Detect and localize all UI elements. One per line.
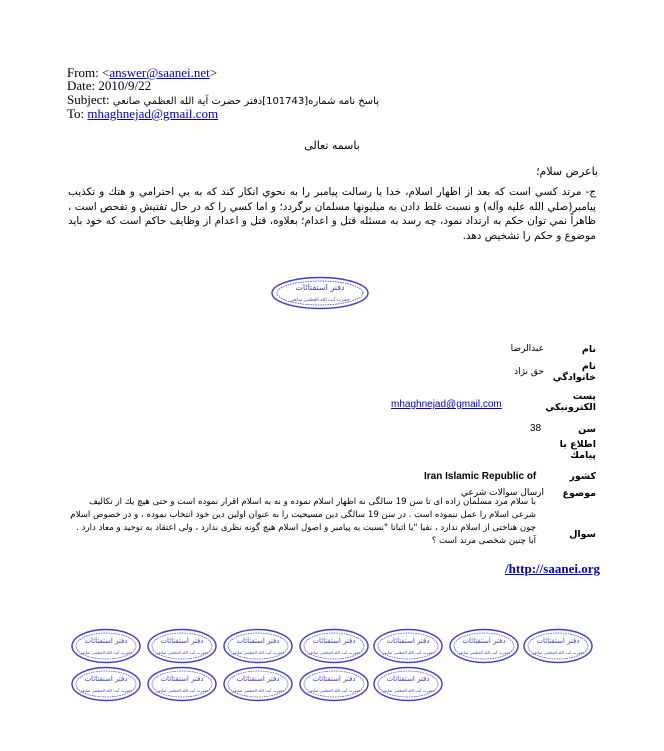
age-label: سن: [578, 424, 596, 435]
grid-stamp-top-text: دفتر استفتائات: [236, 675, 280, 683]
grid-stamp-bottom-text: حضرت آیت الله العظمی صانعی: [531, 650, 585, 655]
grid-stamp: [146, 666, 218, 702]
from-label: From: <: [67, 65, 110, 80]
stamp-bottom-text: حضرت آیت الله العظمی صانعی: [290, 298, 350, 303]
name-value: عبدالرضا: [510, 344, 544, 354]
grid-stamp-top-text: دفتر استفتائات: [386, 637, 430, 645]
stamp-top-text: دفتر استفتائات: [295, 283, 345, 292]
letter-body: ج- مرتد کسي است که بعد از اظهار اسلام، خدا يا رسالت پيامبر را به نحوي انکار کند که به بي احترامي و هتك و تکذيب پيامبر(صلي الله عليه وآله) و نسبت غلط دادن به ميليونها مسلمان برگردد؛ و اما کسي را که در حال تفتيش و تفحص است ، ظاهراً نمي توان حکم به ارتداد نمود، چه رسد به مسئله قتل و اعدام؛ بعلاوه، قتل و اعدام از وظايف حاکم است که خود بايد موضوع و حکم را تشخيص دهد.: [68, 186, 596, 242]
family-value: حق نژاد: [514, 367, 544, 377]
topic-label: موضوع: [562, 488, 596, 499]
sms-label: اطلاع با پيامك: [559, 439, 596, 461]
grid-stamp-bottom-text: حضرت آیت الله العظمی صانعی: [381, 688, 435, 693]
to-label: To:: [67, 106, 88, 121]
from-close: >: [209, 65, 218, 80]
grid-stamp: [372, 628, 444, 664]
grid-stamp-top-text: دفتر استفتائات: [160, 675, 204, 683]
grid-stamp-top-text: دفتر استفتائات: [84, 675, 128, 683]
grid-stamp-top-text: دفتر استفتائات: [462, 637, 506, 645]
grid-stamp-top-text: دفتر استفتائات: [236, 637, 280, 645]
grid-stamp-top-text: دفتر استفتائات: [386, 675, 430, 683]
greeting: باعرض سلام؛: [536, 165, 598, 178]
grid-stamp: [222, 666, 294, 702]
email-label: پست الكترونيكي: [545, 391, 596, 413]
name-label: نام: [581, 344, 596, 355]
grid-stamp: [298, 666, 370, 702]
family-label: نام خانوادگي: [552, 361, 596, 383]
grid-stamp: [372, 666, 444, 702]
grid-stamp-bottom-text: حضرت آیت الله العظمی صانعی: [307, 688, 361, 693]
office-stamp: [270, 276, 370, 310]
date-label: Date:: [67, 78, 99, 93]
question-label: سوال: [569, 529, 596, 540]
subject-value: پاسخ نامه شماره[101743]دفتر حضرت آية الله العظمي صانعي: [112, 96, 380, 107]
grid-stamp-top-text: دفتر استفتائات: [84, 637, 128, 645]
grid-stamp: [222, 628, 294, 664]
opening-line: باسمه تعالی: [304, 139, 360, 152]
date-value: 2010/9/22: [98, 78, 152, 93]
grid-stamp-top-text: دفتر استفتائات: [312, 675, 356, 683]
grid-stamp: [70, 666, 142, 702]
to-email-link[interactable]: mhaghnejad@gmail.com: [87, 106, 219, 121]
grid-stamp-bottom-text: حضرت آیت الله العظمی صانعی: [307, 650, 361, 655]
grid-stamp-bottom-text: حضرت آیت الله العظمی صانعی: [231, 650, 285, 655]
from-email-link[interactable]: answer@saanei.net: [109, 65, 210, 80]
email-value-link[interactable]: mhaghnejad@gmail.com: [391, 399, 502, 410]
grid-stamp-bottom-text: حضرت آیت الله العظمی صانعی: [231, 688, 285, 693]
age-value: 38: [530, 423, 542, 434]
grid-stamp-bottom-text: حضرت آیت الله العظمی صانعی: [381, 650, 435, 655]
country-label: كشور: [569, 471, 596, 482]
grid-stamp-bottom-text: حضرت آیت الله العظمی صانعی: [79, 650, 133, 655]
grid-stamp-top-text: دفتر استفتائات: [160, 637, 204, 645]
to-line: [67, 107, 218, 121]
grid-stamp: [298, 628, 370, 664]
grid-stamp-top-text: دفتر استفتائات: [312, 637, 356, 645]
grid-stamp-bottom-text: حضرت آیت الله العظمی صانعی: [155, 688, 209, 693]
topic-value: ارسال سوالات شرعي: [460, 488, 544, 498]
country-value: Iran Islamic Republic of: [424, 471, 537, 482]
grid-stamp-top-text: دفتر استفتائات: [536, 637, 580, 645]
date-line: [67, 79, 151, 93]
grid-stamp-bottom-text: حضرت آیت الله العظمی صانعی: [79, 688, 133, 693]
grid-stamp: [70, 628, 142, 664]
grid-stamp: [146, 628, 218, 664]
grid-stamp: [522, 628, 594, 664]
question-value: با سلام مرد مسلمان زاده ای تا سن 19 سالگی نه اظهار اسلام نموده و نه به اسلام اقرار نموده است و حتی هیچ یك از تكالیف شرعی اسلام را عمل ننموده است . در سن 19 سالگی دین مسیحیت را به عنوان اولین دین خود انتخاب نموده ، و در خصوص اسلام چون هناختی از اسلام ندارد ، نفیا "یا اثباتا "نسبت به پیامبر و اصول اسلام هیچ گونه نظری ندارد ، ولی اعتقاد به توحید و معاد دارد . آیا چنین شخصی مرتد است ؟: [70, 497, 536, 546]
grid-stamp-bottom-text: حضرت آیت الله العظمی صانعی: [155, 650, 209, 655]
grid-stamp-bottom-text: حضرت آیت الله العظمی صانعی: [457, 650, 511, 655]
subject-label: Subject:: [67, 92, 113, 107]
grid-stamp: [448, 628, 520, 664]
site-link[interactable]: /http://saanei.org: [505, 561, 600, 576]
